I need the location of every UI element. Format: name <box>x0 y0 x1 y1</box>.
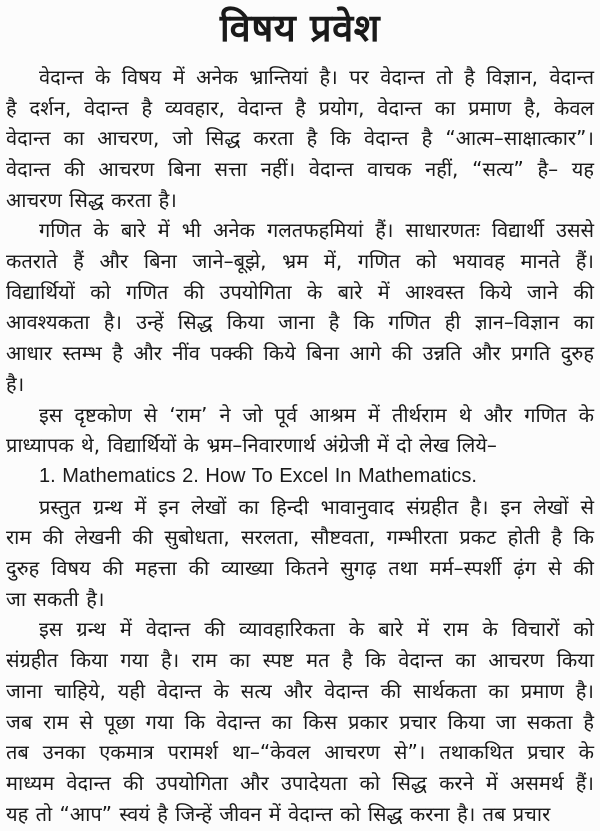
paragraph <box>6 492 594 615</box>
text-line: राम की लेखनी की सुबोधता, सरलता, सौष्टवता, गम्भीरता प्रकट होती है कि <box>6 525 594 550</box>
text-line: गणित के बारे में भी अनेक गलतफहमियां हैं। साधारणतः विद्यार्थी उससे <box>39 218 594 243</box>
text-line: इस दृष्टकोण से ‘राम’ ने जो पूर्व आश्रम में तीर्थराम थे और गणित के <box>39 402 594 427</box>
text-line: आचरण सिद्ध करता है। <box>6 187 177 212</box>
text-line: तब उनका एकमात्र परामर्श था–“केवल आचरण से”। तथाकथित प्रचार के <box>6 740 594 765</box>
text-line: वेदान्त की आचरण बिना सत्ता नहीं। वेदान्त वाचक नहीं, “सत्य” है– यह <box>6 156 594 181</box>
text-line: है दर्शन, वेदान्त है व्यवहार, वेदान्त है प्रयोग, वेदान्त का प्रमाण है, केवल <box>6 95 594 120</box>
text-line: संग्रहीत किया गया है। राम का स्पष्ट मत है कि वेदान्त का आचरण किया <box>6 648 594 673</box>
paragraph <box>6 461 594 492</box>
paragraph <box>6 215 594 399</box>
text-line: है। <box>6 371 25 396</box>
text-line: माध्यम वेदान्त की उपयोगिता और उपादेयता को सिद्ध करने में असमर्थ हैं। <box>6 771 594 795</box>
text-line: प्राध्यापक थे, विद्यार्थियों के भ्रम–निवारणार्थ अंग्रेजी में दो लेख लिये– <box>6 433 497 458</box>
text-line: आधार स्तम्भ है और नींव पक्की किये बिना आगे की उन्नति और प्रगति दुरुह <box>6 341 594 366</box>
page-title: विषय प्रवेश <box>219 6 381 50</box>
text-line: विद्यार्थियों को गणित की उपयोगिता के बारे में आश्वस्त किये जाने की <box>6 279 594 304</box>
text-line: जाना चाहिये, यही वेदान्त के सत्य और वेदान्त की सार्थकता का प्रमाण है। <box>6 678 594 703</box>
text-line: 1. Mathematics 2. How To Excel In Mathematics. <box>39 464 477 487</box>
text-line: वेदान्त के विषय में अनेक भ्रान्तियां है। पर वेदान्त तो है विज्ञान, वेदान्त <box>39 64 594 89</box>
text-line: जब राम से पूछा गया कि वेदान्त का किस प्रकार प्रचार किया जा सकता है <box>6 709 594 734</box>
paragraph <box>6 400 594 461</box>
text-line: प्रस्तुत ग्रन्थ में इन लेखों का हिन्दी भावानुवाद संग्रहीत है। इन लेखों से <box>39 494 594 519</box>
text-line: इस ग्रन्थ में वेदान्त की व्यावहारिकता के बारे में राम के विचारों को <box>39 617 594 642</box>
text-line: कतराते हैं और बिना जाने–बूझे, भ्रम में, गणित को भयावह मानते हैं। <box>6 249 594 274</box>
paragraph <box>6 62 594 216</box>
text-line: आवश्यकता है। उन्हें सिद्ध किया जाना है कि गणित ही ज्ञान–विज्ञान का <box>6 310 594 335</box>
text-line: यह तो “आप” स्वयं है जिन्हें जीवन में वेदान्त को सिद्ध करना है। तब प्रचार <box>6 801 551 826</box>
text-line: वेदान्त का आचरण, जो सिद्ध करता है कि वेदान्त है “आत्म–साक्षात्कार”। <box>6 126 594 151</box>
text-line: दुरुह विषय की महत्ता की व्याख्या कितने सुगढ़ तथा मर्म–स्पर्शी ढ़ंग से की <box>6 556 594 581</box>
text-line: जा सकती है। <box>6 586 105 611</box>
paragraph <box>6 614 594 829</box>
page-body <box>6 62 594 830</box>
